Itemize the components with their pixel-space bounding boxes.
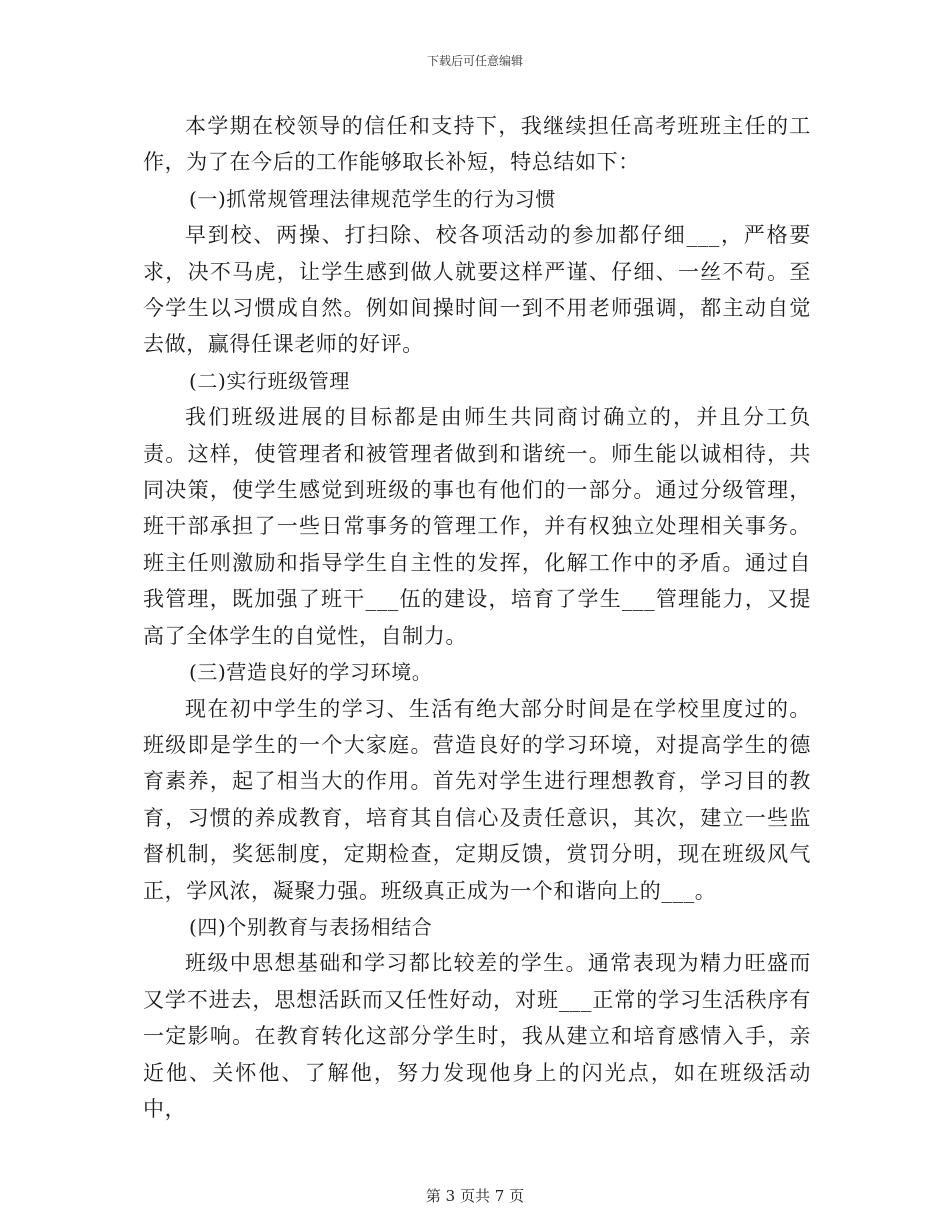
intro-paragraph: 本学期在校领导的信任和支持下，我继续担任高考班班主任的工作，为了在今后的工作能够取长补短，特总结如下： — [143, 114, 811, 175]
page-footer: 第 3 页共 7 页 — [425, 1187, 525, 1205]
section-heading-4: (四)个别教育与表扬相结合 — [189, 914, 433, 939]
document-body — [143, 108, 811, 1127]
page-header: 下载后可任意编辑 — [426, 54, 523, 68]
section-heading-1: (一)抓常规管理法律规范学生的行为习惯 — [189, 186, 557, 211]
section-paragraph-3: 现在初中学生的学习、生活有绝大部分时间是在学校里度过的。班级即是学生的一个大家庭。营造良好的学习环境，对提高学生的德育素养，起了相当大的作用。首先对学生进行理想教育，学习目的教育，习惯的养成教育，培育其自信心及责任意识，其次，建立一些监督机制，奖惩制度，定期检查，定期反馈，赏罚分明，现在班级风气正，学风浓，凝聚力强。班级真正成为一个和谐向上的___。 — [143, 696, 811, 903]
section-heading-2: (二)实行班级管理 — [189, 368, 351, 393]
section-paragraph-4: 班级中思想基础和学习都比较差的学生。通常表现为精力旺盛而又学不进去，思想活跃而又任性好动，对班___正常的学习生活秩序有一定影响。在教育转化这部分学生时，我从建立和培育感情入手，亲近他、关怀他、了解他，努力发现他身上的闪光点，如在班级活动中， — [143, 951, 811, 1121]
section-paragraph-2: 我们班级进展的目标都是由师生共同商讨确立的，并且分工负责。这样，使管理者和被管理者做到和谐统一。师生能以诚相待，共同决策，使学生感觉到班级的事也有他们的一部分。通过分级管理，班干部承担了一些日常事务的管理工作，并有权独立处理相关事务。班主任则激励和指导学生自主性的发挥，化解工作中的矛盾。通过自我管理，既加强了班干___伍的建设，培育了学生___管理能力，又提高了全体学生的自觉性，自制力。 — [143, 405, 811, 648]
section-paragraph-1: 早到校、两操、打扫除、校各项活动的参加都仔细___，严格要求，决不马虎，让学生感到做人就要这样严谨、仔细、一丝不苟。至今学生以习惯成自然。例如间操时间一到不用老师强调，都主动自觉去做，赢得任课老师的好评。 — [143, 223, 811, 357]
section-heading-3: (三)营造良好的学习环境。 — [189, 660, 433, 685]
